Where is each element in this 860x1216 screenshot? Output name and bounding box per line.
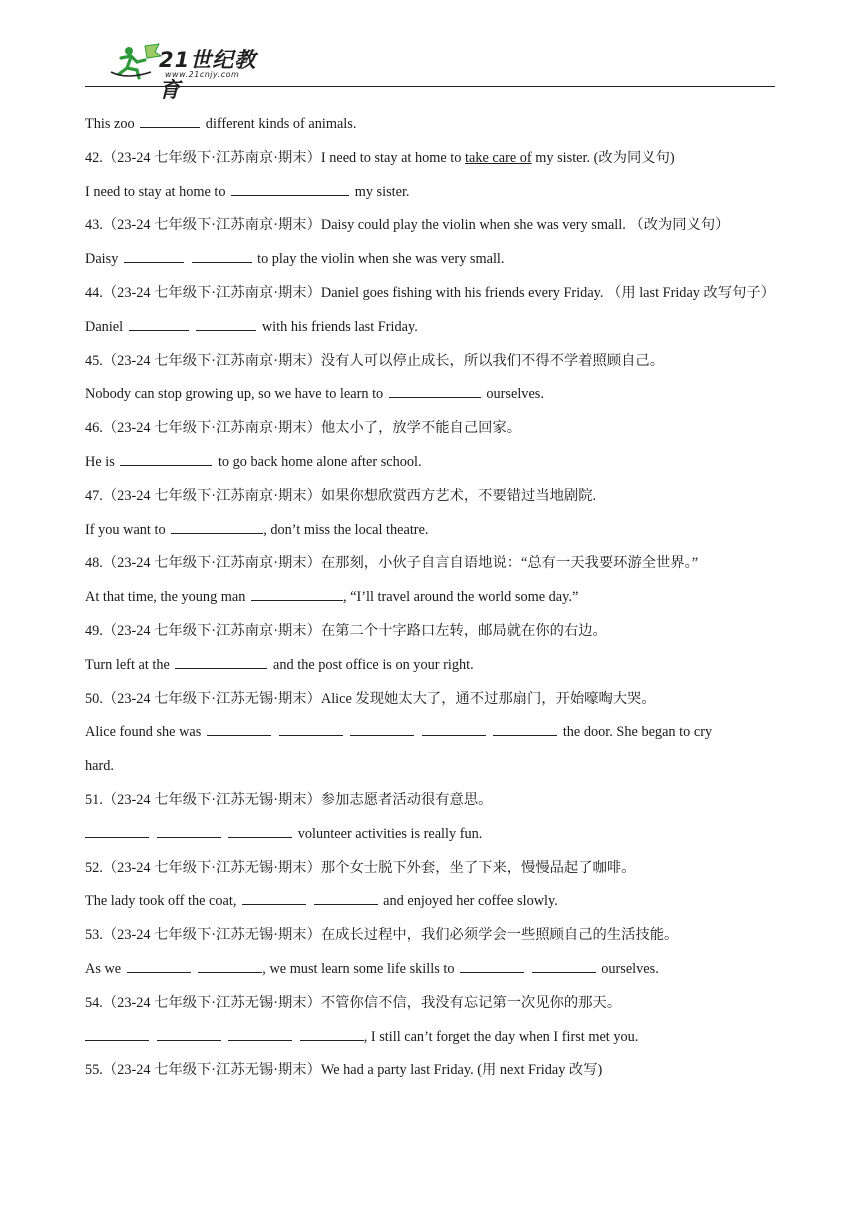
answer-text: and enjoyed her coffee slowly. xyxy=(383,893,558,910)
question-47 xyxy=(85,480,775,514)
question-48 xyxy=(85,547,775,581)
answer-blank[interactable] xyxy=(460,957,524,973)
answer-text: to go back home alone after school. xyxy=(217,453,422,470)
answer-blank[interactable] xyxy=(493,720,557,736)
answer-line-52 xyxy=(85,885,775,919)
answer-line-46 xyxy=(85,446,775,480)
answer-text: Nobody can stop growing up, so we have to learn to xyxy=(85,386,384,403)
answer-blank[interactable] xyxy=(196,315,256,331)
answer-blank[interactable] xyxy=(350,720,414,736)
question-text: 50.（23-24 七年级下·江苏无锡·期末）Alice 发现她太大了，通不过那扇门，开始嚎啕大哭。 xyxy=(85,690,656,707)
question-text: my sister. (改为同义句) xyxy=(531,149,675,166)
answer-blank[interactable] xyxy=(532,957,596,973)
question-49 xyxy=(85,615,775,649)
question-text: 55.（23-24 七年级下·江苏无锡·期末）We had a party last Friday. (用 next Friday 改写) xyxy=(85,1062,603,1079)
answer-blank[interactable] xyxy=(279,720,343,736)
question-text: 47.（23-24 七年级下·江苏南京·期末）如果你想欣赏西方艺术，不要错过当地剧院. xyxy=(85,487,597,504)
question-text: 45.（23-24 七年级下·江苏南京·期末）没有人可以停止成长，所以我们不得不学着照顾自己。 xyxy=(85,352,665,369)
answer-blank[interactable] xyxy=(228,822,292,838)
answer-line-54 xyxy=(85,1021,775,1055)
answer-blank[interactable] xyxy=(231,180,349,196)
question-43 xyxy=(85,209,775,243)
answer-blank[interactable] xyxy=(171,518,263,534)
question-text: 53.（23-24 七年级下·江苏无锡·期末）在成长过程中，我们必须学会一些照顾自己的生活技能。 xyxy=(85,927,679,944)
question-54 xyxy=(85,987,775,1021)
question-text: 44.（23-24 七年级下·江苏南京·期末）Daniel goes fishing with his friends every Friday. （用 last Friday 改写句子） xyxy=(85,284,776,301)
answer-text: ourselves. xyxy=(486,386,544,403)
answer-blank[interactable] xyxy=(198,957,262,973)
logo-url: www.21cnjy.com xyxy=(165,70,240,79)
answer-blank[interactable] xyxy=(140,112,200,128)
answer-text: different kinds of animals. xyxy=(205,116,357,132)
answer-text: , “I’ll travel around the world some day.” xyxy=(343,589,579,606)
answer-line-51 xyxy=(85,818,775,852)
answer-text: to play the violin when she was very small. xyxy=(257,251,505,268)
question-text: 52.（23-24 七年级下·江苏无锡·期末）那个女士脱下外套，坐了下来，慢慢品起了咖啡。 xyxy=(85,859,636,876)
answer-blank[interactable] xyxy=(192,247,252,263)
answer-blank[interactable] xyxy=(157,1025,221,1041)
answer-blank[interactable] xyxy=(242,889,306,905)
answer-blank[interactable] xyxy=(124,247,184,263)
answer-text: hard. xyxy=(85,758,114,775)
answer-blank[interactable] xyxy=(300,1025,364,1041)
answer-text: At that time, the young man xyxy=(85,589,246,606)
question-text: 54.（23-24 七年级下·江苏无锡·期末）不管你信不信，我没有忘记第一次见你的那天。 xyxy=(85,994,622,1011)
answer-text: Daniel xyxy=(85,318,124,335)
answer-line-48 xyxy=(85,581,775,615)
question-50 xyxy=(85,683,775,717)
answer-text: Alice found she was xyxy=(85,724,202,741)
site-logo xyxy=(107,42,277,102)
question-42 xyxy=(85,142,775,176)
question-text: 42.（23-24 七年级下·江苏南京·期末）I need to stay at home to xyxy=(85,149,466,166)
answer-blank[interactable] xyxy=(120,450,212,466)
question-text: 49.（23-24 七年级下·江苏南京·期末）在第二个十字路口左转，邮局就在你的右边。 xyxy=(85,622,607,639)
answer-text: If you want to xyxy=(85,521,166,538)
answer-blank[interactable] xyxy=(85,822,149,838)
answer-text: This zoo xyxy=(85,116,135,132)
answer-blank[interactable] xyxy=(175,653,267,669)
answer-line-53 xyxy=(85,953,775,987)
question-52 xyxy=(85,852,775,886)
page-header xyxy=(85,40,775,102)
underlined-phrase: take care of xyxy=(465,149,532,166)
answer-text: I need to stay at home to xyxy=(85,183,226,200)
answer-text: , we must learn some life skills to xyxy=(262,960,455,977)
question-45 xyxy=(85,345,775,379)
answer-blank[interactable] xyxy=(127,957,191,973)
question-53 xyxy=(85,919,775,953)
exercise-list xyxy=(85,108,775,1088)
answer-text: volunteer activities is really fun. xyxy=(297,825,483,842)
question-46 xyxy=(85,412,775,446)
answer-line-41 xyxy=(85,108,775,142)
answer-text: , don’t miss the local theatre. xyxy=(263,521,429,538)
logo-text: 21世纪教育 xyxy=(159,48,257,102)
answer-text: , I still can’t forget the day when I first met you. xyxy=(363,1028,639,1045)
answer-text: As we xyxy=(85,960,122,977)
answer-blank[interactable] xyxy=(85,1025,149,1041)
answer-line-42 xyxy=(85,176,775,210)
answer-blank[interactable] xyxy=(389,382,481,398)
question-text: 46.（23-24 七年级下·江苏南京·期末）他太小了，放学不能自己回家。 xyxy=(85,420,522,437)
question-text: 48.（23-24 七年级下·江苏南京·期末）在那刻，小伙子自言自语地说：“总有一天我要环游全世界。” xyxy=(85,555,699,572)
answer-text: Turn left at the xyxy=(85,656,170,673)
answer-line-50-cont xyxy=(85,750,775,784)
answer-text: the door. She began to cry xyxy=(562,724,713,741)
question-55 xyxy=(85,1054,775,1088)
answer-blank[interactable] xyxy=(314,889,378,905)
answer-line-47 xyxy=(85,514,775,548)
question-text: 51.（23-24 七年级下·江苏无锡·期末）参加志愿者活动很有意思。 xyxy=(85,791,493,808)
answer-blank[interactable] xyxy=(251,585,343,601)
question-51 xyxy=(85,784,775,818)
answer-text: with his friends last Friday. xyxy=(261,318,418,335)
answer-blank[interactable] xyxy=(129,315,189,331)
answer-line-50 xyxy=(85,716,775,750)
answer-text: and the post office is on your right. xyxy=(273,656,474,673)
question-44 xyxy=(85,277,775,311)
answer-line-43 xyxy=(85,243,775,277)
answer-blank[interactable] xyxy=(207,720,271,736)
answer-text: Daisy xyxy=(85,251,119,268)
answer-line-49 xyxy=(85,649,775,683)
answer-blank[interactable] xyxy=(422,720,486,736)
answer-line-45 xyxy=(85,378,775,412)
answer-text: The lady took off the coat, xyxy=(85,893,237,910)
answer-text: ourselves. xyxy=(601,960,659,977)
answer-text: my sister. xyxy=(354,183,410,200)
answer-blank[interactable] xyxy=(228,1025,292,1041)
question-text: 43.（23-24 七年级下·江苏南京·期末）Daisy could play the violin when she was very small. （改为同义句） xyxy=(85,217,730,234)
answer-line-44 xyxy=(85,311,775,345)
answer-blank[interactable] xyxy=(157,822,221,838)
answer-text: He is xyxy=(85,453,115,470)
